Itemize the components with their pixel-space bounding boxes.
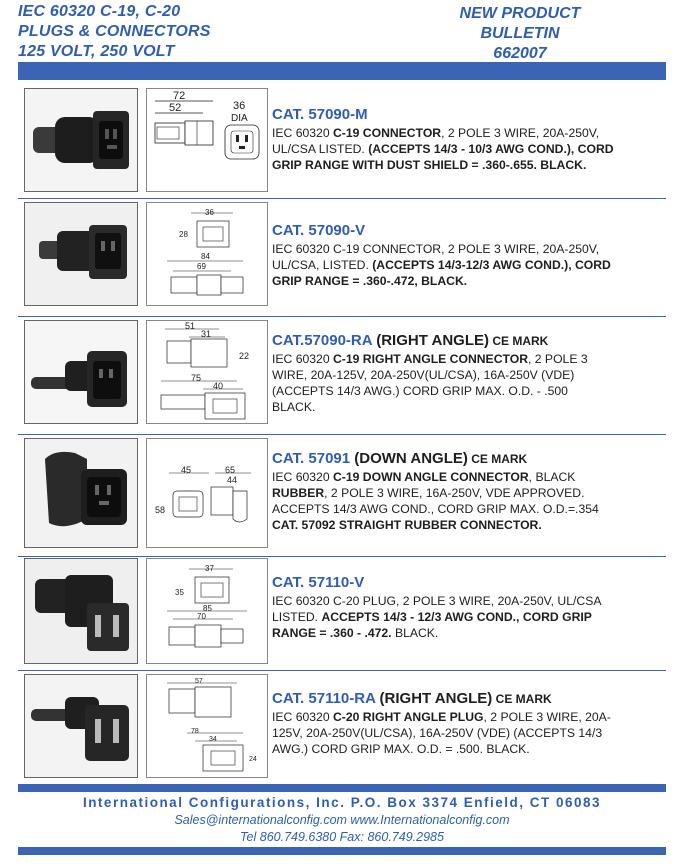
desc-text: IEC 60320 [272,710,333,724]
desc-text: , 2 POLE 3 WIRE, 16A-250V, VDE APPROVED. [324,486,585,500]
product-cat: CAT. 57110-RA [272,690,376,707]
footer-phone: Tel 860.749.6380 Fax: 860.749.2985 [240,830,444,844]
desc-text: 125V, 20A-250V(UL/CSA), 16A-250V (VDE) (ACCEPTS 14/3 [272,726,603,740]
product-57090-v [18,202,666,314]
product-drawing [146,202,268,306]
ce-mark: CE MARK [488,334,549,348]
dim-label: 36 [233,100,246,112]
product-photo [24,88,138,192]
product-cat-title: CAT. 57110-V [272,574,365,591]
desc-text: , BLACK [528,470,576,484]
desc-line [272,501,658,517]
header-left-line-3: 125 VOLT, 250 VOLT [18,43,175,60]
header-right [440,4,600,64]
dimension-drawing-icon [147,675,267,777]
header-bar [18,62,666,80]
desc-bold-text: C-19 CONNECTOR [332,126,442,140]
dimension-drawing-icon [147,321,267,423]
desc-text: IEC 60320 [272,352,333,366]
product-desc-lines [272,593,658,641]
desc-line [272,485,658,501]
product-description [272,450,658,533]
divider [18,316,666,317]
dim-label: 44 [227,475,238,485]
desc-line [272,383,658,399]
dim-label: 85 [203,604,212,613]
product-cat-title [272,450,658,468]
desc-text: AWG.) CORD GRIP MAX. O.D. = .500. BLACK. [272,742,530,756]
dim-label: 24 [249,756,257,763]
product-photo [24,320,138,424]
header-right-line-2: BULLETIN [480,25,560,42]
dim-label: 58 [155,505,166,515]
plug-photo-icon [25,559,137,663]
plug-photo-icon [25,675,137,777]
product-desc-lines [272,469,658,533]
header-left-line-1: IEC 60320 C-19, C-20 [18,3,181,20]
desc-line [272,609,658,625]
desc-text: IEC 60320 C-19 CONNECTOR, 2 POLE 3 WIRE, 20A-250V, [272,242,600,256]
desc-line [272,257,658,273]
dimension-drawing-icon [147,89,267,191]
ce-mark: CE MARK [467,452,528,466]
desc-text: IEC 60320 [272,126,333,140]
desc-bold-text: (ACCEPTS 14/3 - 10/3 AWG COND.), CORD [368,142,614,156]
divider [18,198,666,199]
desc-bold-text: RUBBER [272,486,325,500]
desc-text: IEC 60320 C-20 PLUG, 2 POLE 3 WIRE, 20A-250V, UL/CSA [272,594,602,608]
desc-line [272,157,658,173]
product-drawing [146,320,268,424]
desc-line [272,273,658,289]
desc-text: BLACK. [391,626,439,640]
product-angle: (RIGHT ANGLE) [375,690,493,707]
dim-label: 40 [213,381,224,391]
product-description [272,106,658,173]
desc-line [272,725,658,741]
product-drawing [146,88,268,192]
connector-photo-icon [25,321,137,423]
product-photo [24,674,138,778]
desc-bold-text: C-19 DOWN ANGLE CONNECTOR [332,470,529,484]
desc-line [272,469,658,485]
desc-text: WIRE, 20A-125V, 20A-250V(UL/CSA), 16A-250V (VDE) [272,368,575,382]
desc-text: LISTED. [272,610,322,624]
desc-bold-text: C-20 RIGHT ANGLE PLUG [332,710,484,724]
desc-text: UL/CSA, LISTED. [272,258,373,272]
connector-photo-icon [25,203,137,305]
dimension-drawing-icon [147,439,267,547]
desc-bold-text: CAT. 57092 STRAIGHT RUBBER CONNECTOR. [272,518,542,532]
desc-bold-text: RANGE = .360 - .472. [272,626,392,640]
desc-text: ACCEPTS 14/3 AWG COND., CORD GRIP MAX. O.D.=.354 [272,502,599,516]
product-drawing [146,558,268,664]
dim-label: 57 [195,678,203,685]
dim-label: 35 [175,588,184,597]
desc-text: , 2 POLE 3 WIRE, 20A-250V, [441,126,600,140]
header-right-line-3: 662007 [493,45,547,62]
dim-label: 37 [205,564,214,573]
product-57090-ra [18,320,666,432]
product-cat: CAT.57090-RA [272,332,373,349]
desc-line [272,593,658,609]
product-desc-lines [272,125,658,173]
dim-label: 28 [179,230,188,239]
product-description [272,332,658,415]
dim-label: 65 [225,465,236,475]
desc-text: UL/CSA LISTED. [272,142,369,156]
dim-label: 31 [201,329,212,339]
product-57110-ra [18,674,666,780]
desc-text: IEC 60320 [272,470,333,484]
desc-text: BLACK. [272,400,316,414]
dim-label: 34 [209,736,217,743]
desc-text: , 2 POLE 3 [528,352,588,366]
product-57091 [18,438,666,556]
header-left [18,2,211,62]
desc-line [272,517,658,533]
dim-label: 70 [197,612,206,621]
product-drawing [146,674,268,778]
desc-bold-text: GRIP RANGE WITH DUST SHIELD = .360-.655. BLACK. [272,158,587,172]
desc-bold-text: ACCEPTS 14/3 - 12/3 AWG COND., CORD GRIP [321,610,592,624]
desc-line [272,241,658,257]
product-photo [24,438,138,548]
product-description [272,574,658,641]
desc-line [272,351,658,367]
desc-line [272,741,658,757]
desc-text: , 2 POLE 3 WIRE, 20A- [483,710,611,724]
product-angle: (DOWN ANGLE) [350,450,468,467]
product-photo [24,202,138,306]
product-angle: (RIGHT ANGLE) [372,332,489,349]
dimension-drawing-icon [147,559,267,663]
divider [18,556,666,557]
desc-line [272,709,658,725]
divider [18,670,666,671]
footer-bar-top [18,784,666,792]
dim-label: 72 [173,90,186,102]
product-57090-m [18,86,666,198]
product-cat-title: CAT. 57090-M [272,106,368,123]
product-57110-v [18,558,666,670]
dim-label: 22 [239,351,250,361]
desc-line [272,625,658,641]
dim-label: 51 [185,321,196,331]
ce-mark: CE MARK [492,692,552,706]
dim-label: 45 [181,465,192,475]
product-cat-title [272,332,658,350]
product-drawing [146,438,268,548]
desc-bold-text: (ACCEPTS 14/3-12/3 AWG COND.), CORD [372,258,611,272]
product-description [272,690,658,757]
header-right-line-1: NEW PRODUCT [459,5,581,22]
divider [18,434,666,435]
dim-label: DIA [231,113,248,124]
product-description [272,222,658,289]
desc-line [272,367,658,383]
header-left-line-2: PLUGS & CONNECTORS [18,23,211,40]
product-cat-title [272,690,658,708]
dim-label: 36 [205,208,214,217]
footer-company: International Configurations, Inc. P.O. Box 3374 Enfield, CT 06083 [82,795,602,810]
product-desc-lines [272,351,658,415]
desc-bold-text: C-19 RIGHT ANGLE CONNECTOR [332,352,528,366]
product-desc-lines [272,709,658,757]
footer-bar-bottom [18,847,666,855]
connector-photo-icon [25,89,137,191]
dim-label: 84 [201,252,210,261]
dimension-drawing-icon [147,203,267,305]
desc-bold-text: GRIP RANGE = .360-.472, BLACK. [272,274,468,288]
desc-line [272,399,658,415]
desc-text: (ACCEPTS 14/3 AWG.) CORD GRIP MAX. O.D. - .500 [272,384,568,398]
desc-line [272,141,658,157]
product-cat-title: CAT. 57090-V [272,222,366,239]
product-desc-lines [272,241,658,289]
product-photo [24,558,138,664]
desc-line [272,125,658,141]
connector-photo-icon [25,439,137,547]
dim-label: 69 [197,262,206,271]
dim-label: 52 [169,102,182,114]
footer-web[interactable]: Sales@internationalconfig.com www.Internationalconfig.com [174,813,510,827]
dim-label: 78 [191,728,199,735]
dim-label: 75 [191,373,202,383]
product-cat: CAT. 57091 [272,450,351,467]
